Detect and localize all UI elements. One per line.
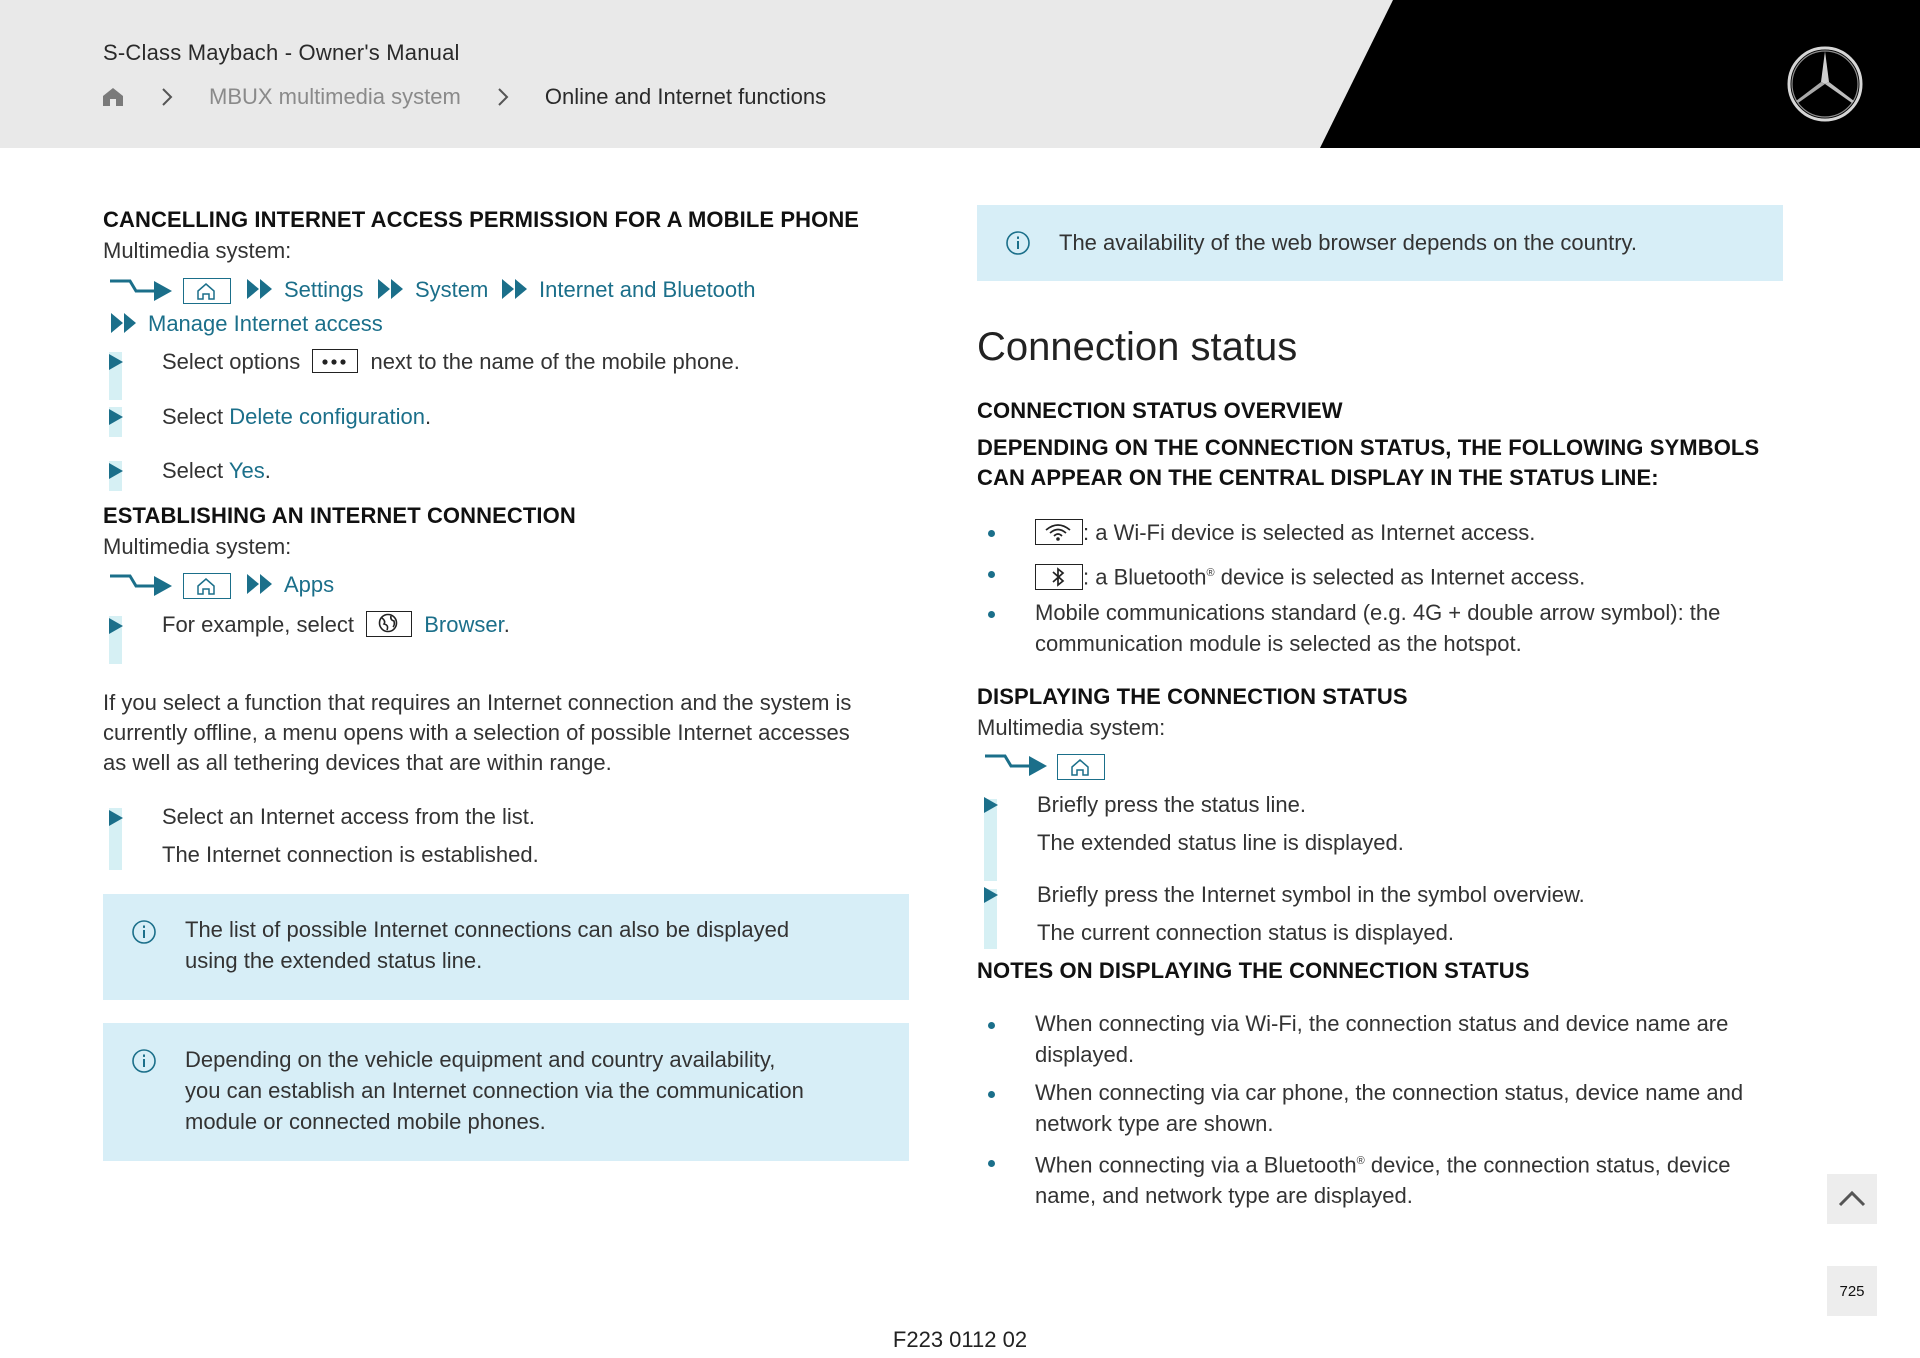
step-result: The Internet connection is established. — [162, 842, 539, 867]
home-button-icon — [183, 573, 231, 599]
offline-paragraph — [103, 688, 851, 778]
bullet — [988, 1091, 995, 1098]
path-manage-internet: Manage Internet access — [148, 311, 383, 336]
step-delete-config — [162, 402, 431, 432]
bullet — [988, 571, 995, 578]
registered-mark: ® — [1206, 567, 1215, 579]
breadcrumb-item-mbux[interactable]: MBUX multimedia system — [209, 84, 461, 109]
note-carphone-item — [1035, 1077, 1743, 1139]
step-text: . — [424, 404, 432, 429]
info-line: Depending on the vehicle equipment and country availability, — [185, 1047, 776, 1072]
item-line: When connecting via car phone, the connection status, device name and — [1035, 1080, 1744, 1105]
symbol-text: : a Wi-Fi device is selected as Internet access. — [1083, 520, 1536, 545]
paragraph-line: If you select a function that requires an Internet connection and the system is — [103, 690, 852, 715]
note-bluetooth-item — [1035, 1146, 1730, 1211]
path-arrow-icon — [983, 750, 1049, 778]
heading-line: DEPENDING ON THE CONNECTION STATUS, THE FOLLOWING SYMBOLS — [977, 435, 1760, 460]
step-select-browser — [162, 610, 510, 640]
chevron-up-icon — [1837, 1189, 1867, 1209]
path-internet-bluetooth: Internet and Bluetooth — [539, 277, 756, 302]
step-text: next to the name of the mobile phone. — [370, 349, 740, 374]
step-arrow-icon — [109, 810, 123, 826]
step-arrow-icon — [984, 887, 998, 903]
breadcrumb — [101, 82, 826, 112]
options-icon — [312, 349, 358, 373]
bullet — [988, 611, 995, 618]
step-select-options — [162, 347, 740, 377]
info-line: module or connected mobile phones. — [185, 1109, 546, 1134]
item-text: When connecting via a Bluetooth — [1035, 1152, 1357, 1178]
paragraph-line: currently offline, a menu opens with a selection of possible Internet accesses — [103, 720, 850, 745]
info-text: The availability of the web browser depends on the country. — [1059, 230, 1638, 255]
step-text: . — [264, 458, 271, 483]
bluetooth-icon — [1035, 564, 1083, 590]
step-text: Select — [162, 404, 224, 429]
double-chevron-icon — [500, 277, 530, 301]
path-arrow-icon — [108, 570, 174, 598]
manual-title: S-Class Maybach - Owner's Manual — [103, 40, 460, 65]
page-section-title: Connection status — [977, 325, 1298, 369]
double-chevron-icon — [245, 277, 275, 301]
info-text — [185, 914, 789, 976]
bullet — [988, 530, 995, 537]
paragraph-line: as well as all tethering devices that are within range. — [103, 750, 612, 775]
bullet — [988, 1160, 995, 1167]
link-delete-configuration: Delete configuration — [229, 404, 425, 429]
info-icon — [131, 919, 157, 945]
info-icon — [1005, 230, 1031, 256]
step-select-yes — [162, 456, 271, 486]
double-chevron-icon — [245, 572, 275, 596]
section-heading-overview: CONNECTION STATUS OVERVIEW — [977, 398, 1343, 423]
info-box-web-browser — [977, 205, 1783, 281]
chevron-right-icon — [493, 87, 513, 107]
step-select-access: Select an Internet access from the list. — [162, 804, 535, 829]
path-settings: Settings — [284, 277, 364, 302]
page-number: 725 — [1839, 1282, 1865, 1300]
page-header — [0, 0, 1920, 148]
step-arrow-icon — [109, 354, 123, 370]
link-browser: Browser — [424, 612, 504, 637]
wifi-icon — [1035, 519, 1083, 545]
item-line — [1035, 1146, 1730, 1180]
step-text: Select — [162, 458, 224, 483]
step-result: The extended status line is displayed. — [1037, 830, 1404, 855]
step-press-status-line: Briefly press the status line. — [1037, 792, 1307, 817]
note-wifi-item — [1035, 1008, 1728, 1070]
home-icon[interactable] — [101, 85, 125, 109]
section-heading-notes: NOTES ON DISPLAYING THE CONNECTION STATUS — [977, 958, 1530, 983]
symbol-bluetooth-item — [1035, 558, 1585, 592]
path-arrow-icon — [108, 275, 174, 303]
item-line: network type are shown. — [1035, 1111, 1274, 1136]
step-result: The current connection status is displayed. — [1037, 920, 1455, 945]
path-apps: Apps — [284, 572, 335, 597]
multimedia-label: Multimedia system: — [103, 238, 292, 263]
symbol-wifi-item — [1035, 517, 1535, 548]
section-heading-establish: ESTABLISHING AN INTERNET CONNECTION — [103, 503, 576, 528]
multimedia-label: Multimedia system: — [103, 534, 292, 559]
info-line: you can establish an Internet connection via the communication — [185, 1078, 804, 1103]
symbol-mobile-item — [1035, 597, 1720, 659]
figure-code: F223 0112 02 — [892, 1327, 1028, 1352]
info-box-vehicle-equipment — [103, 1023, 909, 1161]
registered-mark: ® — [1356, 1155, 1365, 1167]
mercedes-star-logo — [1786, 45, 1864, 123]
bullet — [988, 1022, 995, 1029]
step-press-internet-symbol: Briefly press the Internet symbol in the symbol overview. — [1037, 882, 1585, 907]
item-line: name, and network type are displayed. — [1035, 1183, 1413, 1209]
info-box-status-line — [103, 894, 909, 1000]
chevron-right-icon — [157, 87, 177, 107]
info-icon — [131, 1048, 157, 1074]
step-arrow-icon — [109, 618, 123, 634]
home-button-icon — [183, 278, 231, 304]
breadcrumb-item-current: Online and Internet functions — [544, 84, 827, 109]
info-text — [185, 1044, 804, 1137]
link-yes: Yes — [228, 458, 265, 483]
double-chevron-icon — [376, 277, 406, 301]
item-line: When connecting via Wi-Fi, the connection status and device name are — [1035, 1011, 1729, 1036]
section-heading-cancel: CANCELLING INTERNET ACCESS PERMISSION FOR A MOBILE PHONE — [103, 207, 860, 232]
double-chevron-icon — [109, 311, 139, 335]
path-system: System — [415, 277, 489, 302]
item-line: communication module is selected as the hotspot. — [1035, 631, 1522, 656]
item-text: device, the connection status, device — [1364, 1152, 1731, 1178]
step-arrow-icon — [984, 797, 998, 813]
step-text: . — [503, 612, 510, 637]
symbol-text: device is selected as Internet access. — [1214, 564, 1586, 590]
section-heading-displaying: DISPLAYING THE CONNECTION STATUS — [977, 684, 1408, 709]
scroll-to-top-button[interactable] — [1827, 1174, 1877, 1224]
multimedia-label: Multimedia system: — [977, 715, 1166, 740]
home-button-icon — [1057, 754, 1105, 780]
symbol-text: : a Bluetooth — [1083, 564, 1207, 590]
page-number-box — [1827, 1266, 1877, 1316]
step-text: Select options — [162, 349, 301, 374]
info-line: The list of possible Internet connections can also be displayed — [185, 917, 790, 942]
heading-line: CAN APPEAR ON THE CENTRAL DISPLAY IN THE STATUS LINE: — [977, 465, 1659, 490]
section-subheading-symbols — [977, 433, 1759, 493]
browser-globe-icon — [366, 611, 412, 637]
item-line: displayed. — [1035, 1042, 1135, 1067]
info-line: using the extended status line. — [185, 948, 483, 973]
step-arrow-icon — [109, 409, 123, 425]
step-text: For example, select — [162, 612, 354, 637]
step-arrow-icon — [109, 463, 123, 479]
item-line: Mobile communications standard (e.g. 4G + double arrow symbol): the — [1035, 600, 1721, 625]
